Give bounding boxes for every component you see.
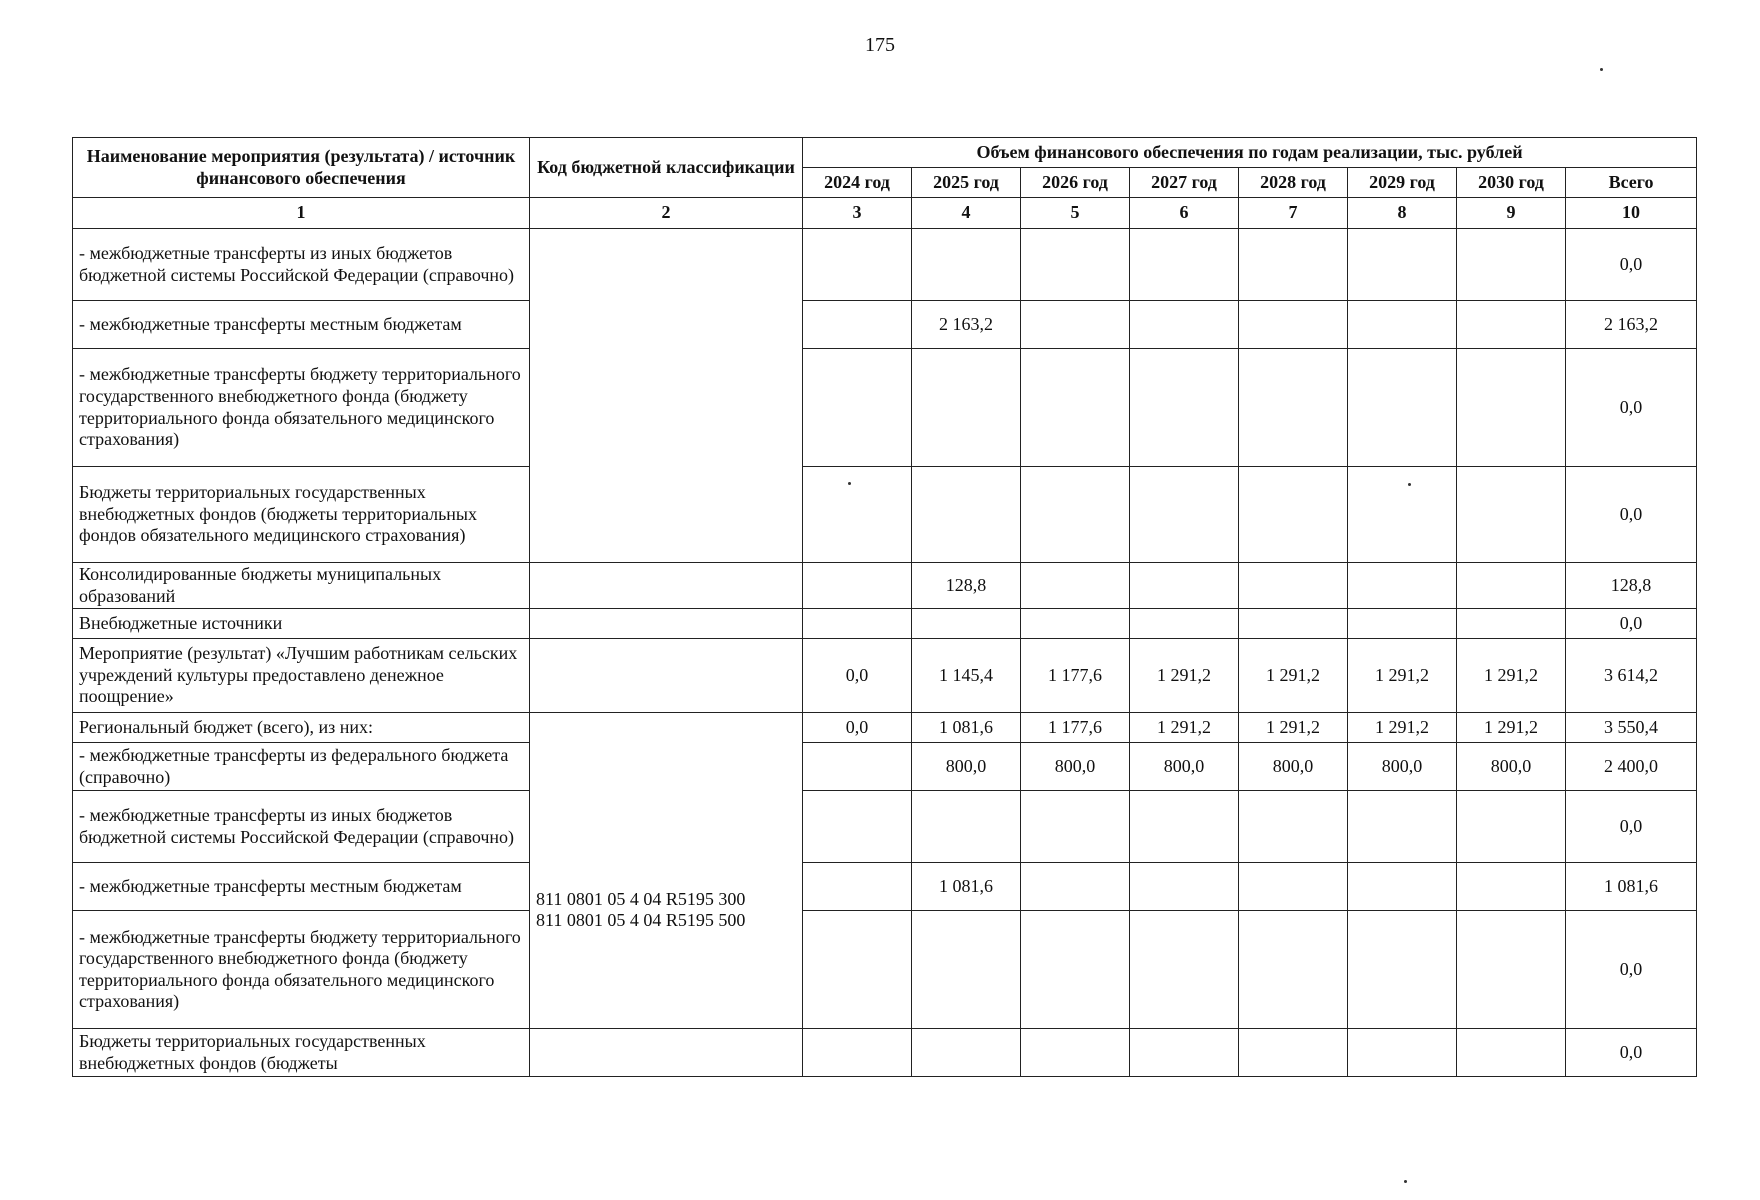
- total-value: 0,0: [1566, 467, 1697, 563]
- year-value: [1457, 791, 1566, 863]
- year-value: [1021, 911, 1130, 1029]
- header-year: 2026 год: [1021, 168, 1130, 198]
- year-value: 1 177,6: [1021, 713, 1130, 743]
- year-value: [1130, 467, 1239, 563]
- column-number: 10: [1566, 198, 1697, 229]
- year-value: 1 291,2: [1239, 639, 1348, 713]
- year-value: [803, 301, 912, 349]
- year-value: 1 291,2: [1130, 639, 1239, 713]
- row-name: - межбюджетные трансферты бюджету территориального государственного внебюджетного фонда (бюджету территориального фонда обязательного медицинского страхования): [73, 349, 530, 467]
- total-value: 0,0: [1566, 1029, 1697, 1077]
- year-value: [1348, 563, 1457, 609]
- code-cell: [530, 609, 803, 639]
- header-year: 2030 год: [1457, 168, 1566, 198]
- header-year: 2027 год: [1130, 168, 1239, 198]
- year-value: [1021, 563, 1130, 609]
- year-value: [1021, 863, 1130, 911]
- header-total: Всего: [1566, 168, 1697, 198]
- total-value: 128,8: [1566, 563, 1697, 609]
- scan-speck: [1408, 483, 1411, 486]
- year-value: [1130, 791, 1239, 863]
- year-value: 800,0: [1130, 743, 1239, 791]
- year-value: [803, 349, 912, 467]
- total-value: 0,0: [1566, 911, 1697, 1029]
- year-value: [803, 467, 912, 563]
- row-name: Консолидированные бюджеты муниципальных образований: [73, 563, 530, 609]
- year-value: [1130, 911, 1239, 1029]
- row-name: Мероприятие (результат) «Лучшим работникам сельских учреждений культуры предоставлено денежное поощрение»: [73, 639, 530, 713]
- year-value: [1239, 863, 1348, 911]
- row-name: - межбюджетные трансферты из федерального бюджета (справочно): [73, 743, 530, 791]
- year-value: [912, 349, 1021, 467]
- header-year: 2024 год: [803, 168, 912, 198]
- code-cell: [530, 563, 803, 609]
- column-number: 6: [1130, 198, 1239, 229]
- year-value: [1239, 791, 1348, 863]
- table-row: [73, 467, 1697, 563]
- header-volume-group: Объем финансового обеспечения по годам реализации, тыс. рублей: [803, 138, 1697, 168]
- year-value: 800,0: [1348, 743, 1457, 791]
- total-value: 0,0: [1566, 349, 1697, 467]
- total-value: 2 163,2: [1566, 301, 1697, 349]
- year-value: [803, 229, 912, 301]
- header-name-column: Наименование мероприятия (результата) / источник финансового обеспечения: [73, 138, 530, 198]
- year-value: 1 291,2: [1348, 639, 1457, 713]
- year-value: 800,0: [1021, 743, 1130, 791]
- year-value: [1130, 1029, 1239, 1077]
- year-value: [1021, 301, 1130, 349]
- column-number: 9: [1457, 198, 1566, 229]
- year-value: [1348, 229, 1457, 301]
- table-row: [73, 743, 1697, 791]
- header-year: 2025 год: [912, 168, 1021, 198]
- year-value: 800,0: [1239, 743, 1348, 791]
- year-value: [803, 1029, 912, 1077]
- year-value: [1348, 863, 1457, 911]
- year-value: [1457, 301, 1566, 349]
- total-value: 1 081,6: [1566, 863, 1697, 911]
- year-value: [803, 791, 912, 863]
- year-value: [1239, 1029, 1348, 1077]
- year-value: [1457, 229, 1566, 301]
- year-value: [1130, 863, 1239, 911]
- budget-table: [72, 137, 1697, 1077]
- row-name: - межбюджетные трансферты из иных бюджетов бюджетной системы Российской Федерации (справочно): [73, 229, 530, 301]
- year-value: [1239, 467, 1348, 563]
- year-value: [1130, 301, 1239, 349]
- column-number: 3: [803, 198, 912, 229]
- year-value: 1 145,4: [912, 639, 1021, 713]
- year-value: 1 291,2: [1457, 713, 1566, 743]
- table-row: [73, 911, 1697, 1029]
- row-name: Бюджеты территориальных государственных внебюджетных фондов (бюджеты территориальных фондов обязательного медицинского страхования): [73, 467, 530, 563]
- year-value: [1457, 563, 1566, 609]
- year-value: [1348, 609, 1457, 639]
- table-row: [73, 349, 1697, 467]
- row-name: Региональный бюджет (всего), из них:: [73, 713, 530, 743]
- year-value: [1130, 229, 1239, 301]
- column-number: 7: [1239, 198, 1348, 229]
- year-value: [1457, 467, 1566, 563]
- year-value: [803, 863, 912, 911]
- year-value: [1348, 791, 1457, 863]
- year-value: [912, 467, 1021, 563]
- year-value: [803, 743, 912, 791]
- row-name: Внебюджетные источники: [73, 609, 530, 639]
- code-cell: [530, 229, 803, 563]
- year-value: [1348, 467, 1457, 563]
- total-value: 3 550,4: [1566, 713, 1697, 743]
- year-value: [1348, 349, 1457, 467]
- year-value: 1 177,6: [1021, 639, 1130, 713]
- total-value: 3 614,2: [1566, 639, 1697, 713]
- year-value: [1348, 911, 1457, 1029]
- row-name: - межбюджетные трансферты бюджету территориального государственного внебюджетного фонда (бюджету территориального фонда обязательного медицинского страхования): [73, 911, 530, 1029]
- table-row: [73, 791, 1697, 863]
- column-number: 5: [1021, 198, 1130, 229]
- year-value: [1021, 467, 1130, 563]
- column-number: 8: [1348, 198, 1457, 229]
- column-number: 1: [73, 198, 530, 229]
- table-row: [73, 301, 1697, 349]
- year-value: [1457, 349, 1566, 467]
- year-value: [912, 791, 1021, 863]
- year-value: [1457, 911, 1566, 1029]
- table-body: [73, 229, 1697, 1077]
- year-value: [912, 229, 1021, 301]
- year-value: [912, 1029, 1021, 1077]
- year-value: [1239, 301, 1348, 349]
- year-value: [1021, 229, 1130, 301]
- year-value: [1239, 911, 1348, 1029]
- year-value: [1239, 609, 1348, 639]
- year-value: 1 291,2: [1130, 713, 1239, 743]
- year-value: [803, 911, 912, 1029]
- scan-speck: [848, 482, 851, 485]
- scan-speck: [1600, 68, 1603, 71]
- year-value: [1457, 609, 1566, 639]
- page-number: 175: [865, 34, 895, 56]
- year-value: [912, 911, 1021, 1029]
- year-value: 0,0: [803, 639, 912, 713]
- year-value: [1239, 229, 1348, 301]
- table-row: [73, 563, 1697, 609]
- row-name: - межбюджетные трансферты местным бюджетам: [73, 863, 530, 911]
- row-name: - межбюджетные трансферты местным бюджетам: [73, 301, 530, 349]
- total-value: 0,0: [1566, 791, 1697, 863]
- year-value: 128,8: [912, 563, 1021, 609]
- year-value: 0,0: [803, 713, 912, 743]
- year-value: [1457, 863, 1566, 911]
- year-value: [1130, 563, 1239, 609]
- year-value: 800,0: [912, 743, 1021, 791]
- year-value: [803, 609, 912, 639]
- year-value: 1 291,2: [1348, 713, 1457, 743]
- table-row: [73, 713, 1697, 743]
- column-number: 4: [912, 198, 1021, 229]
- year-value: [1021, 1029, 1130, 1077]
- year-value: [1130, 609, 1239, 639]
- code-cell: [530, 1029, 803, 1077]
- header-year: 2028 год: [1239, 168, 1348, 198]
- year-value: [1021, 349, 1130, 467]
- year-value: [1021, 609, 1130, 639]
- header-code-column: Код бюджетной классификации: [530, 138, 803, 198]
- year-value: [1130, 349, 1239, 467]
- year-value: [1348, 1029, 1457, 1077]
- table-row: [73, 1029, 1697, 1077]
- column-number: 2: [530, 198, 803, 229]
- header-year: 2029 год: [1348, 168, 1457, 198]
- code-cell: 811 0801 05 4 04 R5195 300 811 0801 05 4 04 R5195 500: [530, 713, 803, 1029]
- year-value: 1 291,2: [1239, 713, 1348, 743]
- table-row: [73, 639, 1697, 713]
- total-value: 0,0: [1566, 229, 1697, 301]
- row-name: Бюджеты территориальных государственных внебюджетных фондов (бюджеты: [73, 1029, 530, 1077]
- table-row: [73, 229, 1697, 301]
- row-name: - межбюджетные трансферты из иных бюджетов бюджетной системы Российской Федерации (справочно): [73, 791, 530, 863]
- total-value: 0,0: [1566, 609, 1697, 639]
- year-value: 800,0: [1457, 743, 1566, 791]
- year-value: [912, 609, 1021, 639]
- table-row: [73, 863, 1697, 911]
- total-value: 2 400,0: [1566, 743, 1697, 791]
- year-value: [1457, 1029, 1566, 1077]
- scan-speck: [1404, 1180, 1407, 1183]
- year-value: 1 081,6: [912, 863, 1021, 911]
- year-value: [1021, 791, 1130, 863]
- year-value: 2 163,2: [912, 301, 1021, 349]
- year-value: [803, 563, 912, 609]
- table-row: [73, 609, 1697, 639]
- year-value: [1239, 563, 1348, 609]
- year-value: [1348, 301, 1457, 349]
- code-cell: [530, 639, 803, 713]
- year-value: [1239, 349, 1348, 467]
- year-value: 1 291,2: [1457, 639, 1566, 713]
- year-value: 1 081,6: [912, 713, 1021, 743]
